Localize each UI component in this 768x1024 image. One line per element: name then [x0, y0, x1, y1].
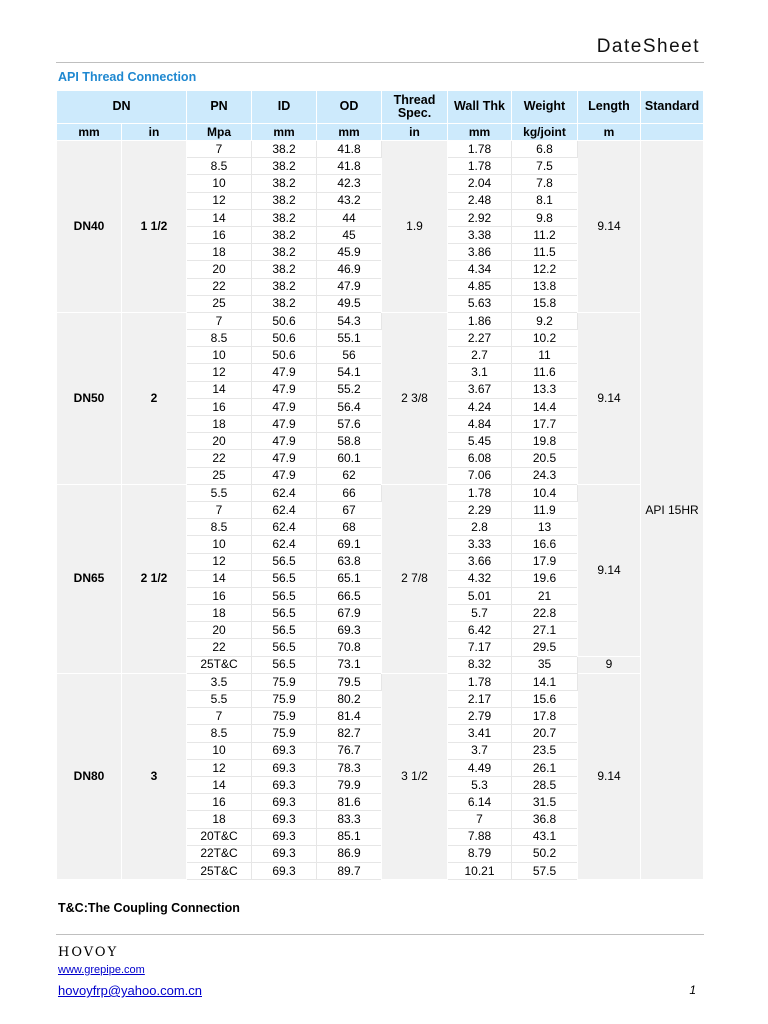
dn-in-cell: 2 1/2	[122, 484, 187, 673]
od-cell: 83.3	[317, 811, 382, 828]
weight-cell: 20.7	[512, 725, 578, 742]
header-standard: Standard	[641, 91, 704, 124]
od-cell: 86.9	[317, 845, 382, 862]
id-cell: 69.3	[252, 828, 317, 845]
pn-cell: 5.5	[187, 691, 252, 708]
pn-cell: 25T&C	[187, 656, 252, 673]
wall-thk-cell: 2.79	[448, 708, 512, 725]
wall-thk-cell: 6.42	[448, 622, 512, 639]
weight-cell: 11.9	[512, 501, 578, 518]
wall-thk-cell: 2.29	[448, 501, 512, 518]
od-cell: 68	[317, 519, 382, 536]
thread-spec-cell: 2 7/8	[382, 484, 448, 673]
od-cell: 69.1	[317, 536, 382, 553]
od-cell: 56.4	[317, 398, 382, 415]
pn-cell: 18	[187, 605, 252, 622]
wall-thk-cell: 4.32	[448, 570, 512, 587]
id-cell: 50.6	[252, 312, 317, 329]
id-cell: 56.5	[252, 587, 317, 604]
pn-cell: 22	[187, 450, 252, 467]
od-cell: 85.1	[317, 828, 382, 845]
unit-od: mm	[317, 124, 382, 141]
page-number: 1	[689, 983, 696, 997]
spec-table-body	[57, 141, 704, 880]
unit-weight: kg/joint	[512, 124, 578, 141]
weight-cell: 29.5	[512, 639, 578, 656]
id-cell: 62.4	[252, 536, 317, 553]
website-link[interactable]: www.grepipe.com	[58, 964, 145, 976]
id-cell: 38.2	[252, 141, 317, 158]
wall-thk-cell: 8.32	[448, 656, 512, 673]
pn-cell: 22T&C	[187, 845, 252, 862]
id-cell: 56.5	[252, 622, 317, 639]
header-row	[57, 91, 704, 124]
pn-cell: 10	[187, 536, 252, 553]
id-cell: 75.9	[252, 691, 317, 708]
wall-thk-cell: 3.66	[448, 553, 512, 570]
od-cell: 78.3	[317, 759, 382, 776]
weight-cell: 35	[512, 656, 578, 673]
unit-standard	[641, 124, 704, 141]
weight-cell: 11.5	[512, 244, 578, 261]
weight-cell: 50.2	[512, 845, 578, 862]
id-cell: 47.9	[252, 450, 317, 467]
od-cell: 79.9	[317, 776, 382, 793]
pn-cell: 22	[187, 639, 252, 656]
wall-thk-cell: 3.33	[448, 536, 512, 553]
pn-cell: 12	[187, 364, 252, 381]
pn-cell: 12	[187, 759, 252, 776]
id-cell: 38.2	[252, 192, 317, 209]
wall-thk-cell: 1.78	[448, 141, 512, 158]
weight-cell: 8.1	[512, 192, 578, 209]
od-cell: 54.1	[317, 364, 382, 381]
pn-cell: 14	[187, 776, 252, 793]
id-cell: 38.2	[252, 278, 317, 295]
wall-thk-cell: 5.63	[448, 295, 512, 312]
wall-thk-cell: 3.7	[448, 742, 512, 759]
weight-cell: 10.2	[512, 330, 578, 347]
wall-thk-cell: 3.41	[448, 725, 512, 742]
id-cell: 38.2	[252, 158, 317, 175]
footnote: T&C:The Coupling Connection	[58, 901, 240, 915]
header-od: OD	[317, 91, 382, 124]
pn-cell: 10	[187, 175, 252, 192]
weight-cell: 43.1	[512, 828, 578, 845]
standard-cell: API 15HR	[641, 141, 704, 880]
weight-cell: 31.5	[512, 794, 578, 811]
weight-cell: 9.2	[512, 312, 578, 329]
weight-cell: 6.8	[512, 141, 578, 158]
pn-cell: 14	[187, 570, 252, 587]
pn-cell: 5.5	[187, 484, 252, 501]
id-cell: 47.9	[252, 398, 317, 415]
id-cell: 56.5	[252, 553, 317, 570]
od-cell: 70.8	[317, 639, 382, 656]
id-cell: 75.9	[252, 708, 317, 725]
wall-thk-cell: 1.78	[448, 673, 512, 690]
od-cell: 55.1	[317, 330, 382, 347]
wall-thk-cell: 4.24	[448, 398, 512, 415]
id-cell: 38.2	[252, 244, 317, 261]
id-cell: 69.3	[252, 845, 317, 862]
pn-cell: 7	[187, 501, 252, 518]
section-title: API Thread Connection	[58, 70, 197, 84]
header-pn: PN	[187, 91, 252, 124]
unit-pn: Mpa	[187, 124, 252, 141]
pn-cell: 8.5	[187, 725, 252, 742]
pn-cell: 25	[187, 295, 252, 312]
od-cell: 42.3	[317, 175, 382, 192]
weight-cell: 15.6	[512, 691, 578, 708]
unit-row	[57, 124, 704, 141]
pn-cell: 7	[187, 708, 252, 725]
pn-cell: 10	[187, 347, 252, 364]
id-cell: 56.5	[252, 570, 317, 587]
od-cell: 58.8	[317, 433, 382, 450]
od-cell: 67.9	[317, 605, 382, 622]
weight-cell: 17.9	[512, 553, 578, 570]
thread-spec-cell: 3 1/2	[382, 673, 448, 879]
id-cell: 69.3	[252, 742, 317, 759]
unit-thread: in	[382, 124, 448, 141]
id-cell: 62.4	[252, 501, 317, 518]
dn-mm-cell: DN50	[57, 312, 122, 484]
id-cell: 47.9	[252, 381, 317, 398]
pn-cell: 18	[187, 811, 252, 828]
wall-thk-cell: 4.49	[448, 759, 512, 776]
dn-mm-cell: DN80	[57, 673, 122, 879]
weight-cell: 7.5	[512, 158, 578, 175]
weight-cell: 57.5	[512, 862, 578, 879]
dn-in-cell: 2	[122, 312, 187, 484]
id-cell: 75.9	[252, 673, 317, 690]
wall-thk-cell: 3.67	[448, 381, 512, 398]
id-cell: 38.2	[252, 226, 317, 243]
wall-thk-cell: 7.06	[448, 467, 512, 484]
unit-wall-thk: mm	[448, 124, 512, 141]
id-cell: 69.3	[252, 776, 317, 793]
id-cell: 56.5	[252, 605, 317, 622]
pn-cell: 18	[187, 416, 252, 433]
pn-cell: 16	[187, 794, 252, 811]
length-cell: 9.14	[578, 312, 641, 484]
id-cell: 56.5	[252, 639, 317, 656]
weight-cell: 13.8	[512, 278, 578, 295]
header-divider	[56, 62, 704, 63]
weight-cell: 10.4	[512, 484, 578, 501]
od-cell: 46.9	[317, 261, 382, 278]
header-wall-thk: Wall Thk	[448, 91, 512, 124]
unit-id: mm	[252, 124, 317, 141]
weight-cell: 7.8	[512, 175, 578, 192]
wall-thk-cell: 2.27	[448, 330, 512, 347]
wall-thk-cell: 10.21	[448, 862, 512, 879]
dn-mm-cell: DN40	[57, 141, 122, 313]
od-cell: 89.7	[317, 862, 382, 879]
pn-cell: 25	[187, 467, 252, 484]
header-length: Length	[578, 91, 641, 124]
length-cell: 9.14	[578, 141, 641, 313]
id-cell: 47.9	[252, 467, 317, 484]
wall-thk-cell: 7	[448, 811, 512, 828]
pn-cell: 8.5	[187, 330, 252, 347]
weight-cell: 15.8	[512, 295, 578, 312]
pn-cell: 8.5	[187, 519, 252, 536]
wall-thk-cell: 2.8	[448, 519, 512, 536]
weight-cell: 13.3	[512, 381, 578, 398]
pn-cell: 8.5	[187, 158, 252, 175]
wall-thk-cell: 2.7	[448, 347, 512, 364]
pn-cell: 25T&C	[187, 862, 252, 879]
pn-cell: 16	[187, 226, 252, 243]
od-cell: 81.4	[317, 708, 382, 725]
weight-cell: 11.6	[512, 364, 578, 381]
wall-thk-cell: 3.1	[448, 364, 512, 381]
weight-cell: 24.3	[512, 467, 578, 484]
od-cell: 62	[317, 467, 382, 484]
wall-thk-cell: 1.86	[448, 312, 512, 329]
weight-cell: 14.4	[512, 398, 578, 415]
wall-thk-cell: 1.78	[448, 484, 512, 501]
unit-dn-mm: mm	[57, 124, 122, 141]
weight-cell: 23.5	[512, 742, 578, 759]
id-cell: 47.9	[252, 433, 317, 450]
dn-in-cell: 3	[122, 673, 187, 879]
id-cell: 62.4	[252, 519, 317, 536]
pn-cell: 18	[187, 244, 252, 261]
od-cell: 45.9	[317, 244, 382, 261]
od-cell: 76.7	[317, 742, 382, 759]
weight-cell: 22.8	[512, 605, 578, 622]
wall-thk-cell: 6.08	[448, 450, 512, 467]
wall-thk-cell: 5.01	[448, 587, 512, 604]
pn-cell: 22	[187, 278, 252, 295]
od-cell: 44	[317, 209, 382, 226]
id-cell: 38.2	[252, 175, 317, 192]
weight-cell: 28.5	[512, 776, 578, 793]
id-cell: 62.4	[252, 484, 317, 501]
weight-cell: 13	[512, 519, 578, 536]
id-cell: 69.3	[252, 794, 317, 811]
pn-cell: 3.5	[187, 673, 252, 690]
od-cell: 67	[317, 501, 382, 518]
id-cell: 47.9	[252, 364, 317, 381]
od-cell: 82.7	[317, 725, 382, 742]
id-cell: 69.3	[252, 811, 317, 828]
pn-cell: 16	[187, 587, 252, 604]
weight-cell: 11.2	[512, 226, 578, 243]
od-cell: 41.8	[317, 158, 382, 175]
wall-thk-cell: 7.17	[448, 639, 512, 656]
od-cell: 69.3	[317, 622, 382, 639]
pn-cell: 12	[187, 192, 252, 209]
pn-cell: 20	[187, 433, 252, 450]
od-cell: 66	[317, 484, 382, 501]
id-cell: 50.6	[252, 347, 317, 364]
table-row	[57, 141, 704, 158]
pn-cell: 20T&C	[187, 828, 252, 845]
wall-thk-cell: 7.88	[448, 828, 512, 845]
pn-cell: 7	[187, 312, 252, 329]
od-cell: 57.6	[317, 416, 382, 433]
weight-cell: 16.6	[512, 536, 578, 553]
weight-cell: 21	[512, 587, 578, 604]
length-cell: 9	[578, 656, 641, 673]
wall-thk-cell: 4.34	[448, 261, 512, 278]
od-cell: 47.9	[317, 278, 382, 295]
thread-spec-cell: 1.9	[382, 141, 448, 313]
weight-cell: 27.1	[512, 622, 578, 639]
id-cell: 38.2	[252, 295, 317, 312]
pn-cell: 14	[187, 209, 252, 226]
od-cell: 79.5	[317, 673, 382, 690]
wall-thk-cell: 5.45	[448, 433, 512, 450]
wall-thk-cell: 8.79	[448, 845, 512, 862]
unit-dn-in: in	[122, 124, 187, 141]
header-thread-spec: Thread Spec.	[382, 91, 448, 124]
id-cell: 75.9	[252, 725, 317, 742]
weight-cell: 14.1	[512, 673, 578, 690]
wall-thk-cell: 5.7	[448, 605, 512, 622]
od-cell: 63.8	[317, 553, 382, 570]
weight-cell: 36.8	[512, 811, 578, 828]
wall-thk-cell: 2.04	[448, 175, 512, 192]
id-cell: 38.2	[252, 209, 317, 226]
weight-cell: 19.8	[512, 433, 578, 450]
od-cell: 66.5	[317, 587, 382, 604]
wall-thk-cell: 2.17	[448, 691, 512, 708]
spec-table	[56, 90, 704, 880]
wall-thk-cell: 6.14	[448, 794, 512, 811]
weight-cell: 11	[512, 347, 578, 364]
od-cell: 60.1	[317, 450, 382, 467]
unit-length: m	[578, 124, 641, 141]
pn-cell: 14	[187, 381, 252, 398]
pn-cell: 20	[187, 622, 252, 639]
header-id: ID	[252, 91, 317, 124]
od-cell: 73.1	[317, 656, 382, 673]
od-cell: 41.8	[317, 141, 382, 158]
weight-cell: 9.8	[512, 209, 578, 226]
table-row	[57, 673, 704, 690]
document-title: DateSheet	[596, 36, 700, 57]
od-cell: 65.1	[317, 570, 382, 587]
od-cell: 55.2	[317, 381, 382, 398]
header-weight: Weight	[512, 91, 578, 124]
id-cell: 69.3	[252, 862, 317, 879]
id-cell: 50.6	[252, 330, 317, 347]
pn-cell: 10	[187, 742, 252, 759]
table-row	[57, 484, 704, 501]
wall-thk-cell: 2.48	[448, 192, 512, 209]
pn-cell: 7	[187, 141, 252, 158]
weight-cell: 26.1	[512, 759, 578, 776]
dn-mm-cell: DN65	[57, 484, 122, 673]
weight-cell: 17.7	[512, 416, 578, 433]
wall-thk-cell: 2.92	[448, 209, 512, 226]
od-cell: 56	[317, 347, 382, 364]
id-cell: 56.5	[252, 656, 317, 673]
email-link[interactable]: hovoyfrp@yahoo.com.cn	[58, 983, 202, 998]
od-cell: 43.2	[317, 192, 382, 209]
id-cell: 69.3	[252, 759, 317, 776]
id-cell: 47.9	[252, 416, 317, 433]
weight-cell: 20.5	[512, 450, 578, 467]
pn-cell: 16	[187, 398, 252, 415]
pn-cell: 12	[187, 553, 252, 570]
length-cell: 9.14	[578, 673, 641, 879]
dn-in-cell: 1 1/2	[122, 141, 187, 313]
wall-thk-cell: 3.86	[448, 244, 512, 261]
weight-cell: 17.8	[512, 708, 578, 725]
weight-cell: 19.6	[512, 570, 578, 587]
brand-name: HOVOY	[58, 945, 119, 960]
wall-thk-cell: 3.38	[448, 226, 512, 243]
length-cell: 9.14	[578, 484, 641, 656]
wall-thk-cell: 1.78	[448, 158, 512, 175]
wall-thk-cell: 4.84	[448, 416, 512, 433]
thread-spec-cell: 2 3/8	[382, 312, 448, 484]
od-cell: 49.5	[317, 295, 382, 312]
wall-thk-cell: 5.3	[448, 776, 512, 793]
od-cell: 45	[317, 226, 382, 243]
footer-divider	[56, 934, 704, 935]
wall-thk-cell: 4.85	[448, 278, 512, 295]
pn-cell: 20	[187, 261, 252, 278]
weight-cell: 12.2	[512, 261, 578, 278]
od-cell: 80.2	[317, 691, 382, 708]
od-cell: 81.6	[317, 794, 382, 811]
od-cell: 54.3	[317, 312, 382, 329]
id-cell: 38.2	[252, 261, 317, 278]
header-dn: DN	[57, 91, 187, 124]
table-row	[57, 312, 704, 329]
